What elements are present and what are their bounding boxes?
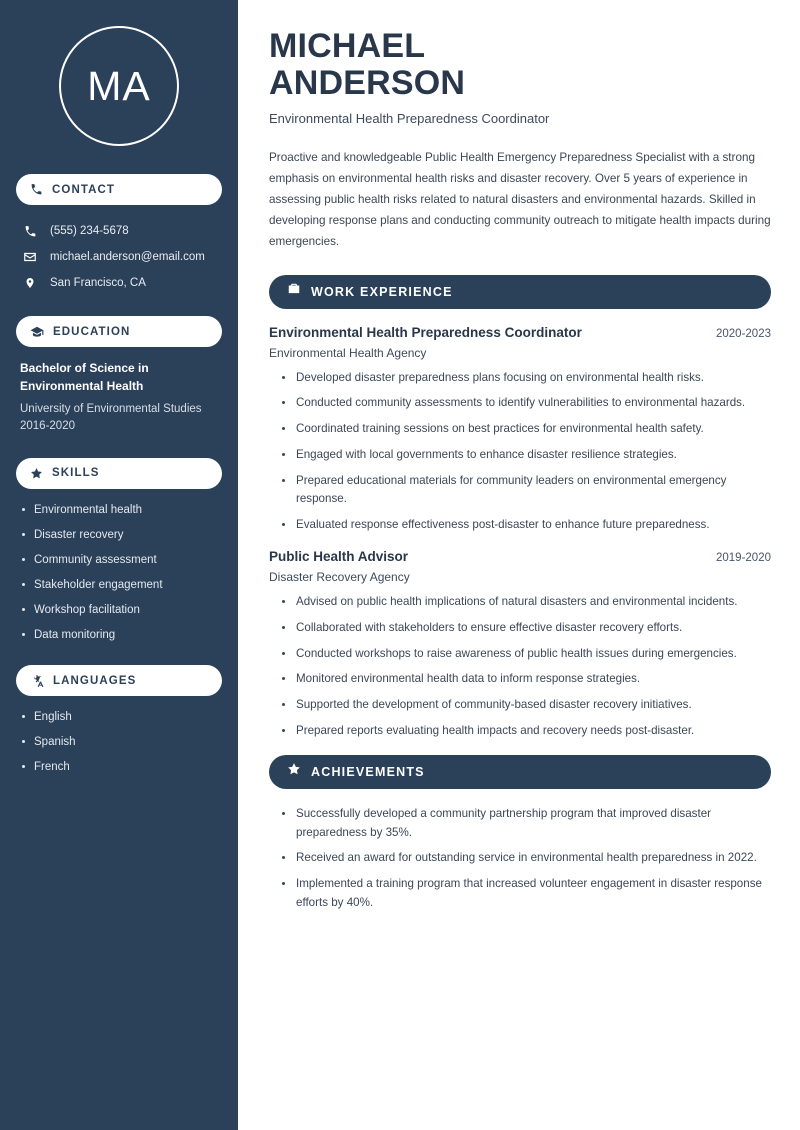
job-bullets [269, 369, 771, 535]
avatar: MA [59, 26, 179, 146]
list-item: English [20, 709, 218, 725]
list-item: Received an award for outstanding service in environmental health preparedness in 2022. [282, 849, 771, 868]
list-item: Successfully developed a community partnership program that improved disaster preparedness by 35%. [282, 805, 771, 843]
list-item: Implemented a training program that increased volunteer engagement in disaster response efforts by 40%. [282, 875, 771, 913]
education-block [16, 360, 222, 435]
work-experience-heading-label: WORK EXPERIENCE [311, 284, 453, 299]
list-item: Stakeholder engagement [20, 577, 218, 593]
work-experience-heading [269, 275, 771, 309]
list-item: Conducted community assessments to identify vulnerabilities to environmental hazards. [282, 394, 771, 413]
job-role: Environmental Health Preparedness Coordinator [269, 324, 582, 340]
bottom-spacer [269, 920, 771, 946]
job-role: Public Health Advisor [269, 549, 409, 565]
languages-heading-label: LANGUAGES [53, 674, 137, 687]
list-item: Engaged with local governments to enhance disaster resilience strategies. [282, 446, 771, 465]
envelope-icon [22, 250, 38, 264]
skills-heading-label: SKILLS [52, 467, 100, 480]
education-years: 2016-2020 [20, 420, 75, 433]
job-header [269, 549, 771, 564]
list-item: Developed disaster preparedness plans focusing on environmental health risks. [282, 369, 771, 388]
contact-email [16, 244, 222, 270]
profile-summary: Proactive and knowledgeable Public Health Emergency Preparedness Specialist with a strong emphasis on environmental health risks and disaster recovery. Over 5 years of experience in assessing public health risks related to natural disasters and environmental hazards. Skilled in developing response plans and conducting community outreach to mitigate health impacts during emergencies. [269, 151, 771, 248]
achievements-list [269, 805, 771, 913]
phone-icon [22, 225, 38, 238]
contact-heading [16, 174, 222, 205]
contact-location [16, 270, 222, 296]
list-item: Community assessment [20, 552, 218, 568]
list-item: Supported the development of community-based disaster recovery initiatives. [282, 696, 771, 715]
contact-heading-label: CONTACT [52, 183, 116, 196]
job-company: Environmental Health Agency [269, 345, 427, 360]
contact-list [16, 218, 222, 296]
contact-phone [16, 218, 222, 244]
contact-email-value: michael.anderson@email.com [50, 251, 205, 264]
list-item: Collaborated with stakeholders to ensure effective disaster recovery efforts. [282, 619, 771, 638]
skills-heading [16, 458, 222, 489]
briefcase-icon [287, 282, 301, 301]
list-item: French [20, 759, 218, 775]
list-item: Spanish [20, 734, 218, 750]
list-item: Environmental health [20, 502, 218, 518]
list-item: Monitored environmental health data to inform response strategies. [282, 670, 771, 689]
education-school: University of Environmental Studies [20, 403, 202, 416]
education-heading-label: EDUCATION [53, 325, 131, 338]
skills-list [16, 502, 222, 644]
job-bullets [269, 593, 771, 741]
job-header [269, 325, 771, 340]
star-icon [287, 762, 301, 781]
main-content [238, 0, 800, 1130]
job-entry [269, 549, 771, 741]
education-heading [16, 316, 222, 347]
job-date: 2019-2020 [716, 552, 771, 565]
last-name: ANDERSON [269, 63, 466, 102]
sidebar [0, 0, 238, 1130]
profile-title: Environmental Health Preparedness Coordinator [269, 111, 550, 127]
list-item: Disaster recovery [20, 527, 218, 543]
list-item: Prepared educational materials for community leaders on environmental emergency response. [282, 472, 771, 510]
page-title [269, 28, 771, 101]
job-entry [269, 325, 771, 535]
job-company: Disaster Recovery Agency [269, 570, 410, 585]
list-item: Conducted workshops to raise awareness of public health issues during emergencies. [282, 645, 771, 664]
achievements-heading [269, 755, 771, 789]
languages-heading [16, 665, 222, 696]
list-item: Evaluated response effectiveness post-disaster to enhance future preparedness. [282, 516, 771, 535]
translate-icon [30, 674, 44, 688]
phone-icon [30, 183, 43, 196]
list-item: Workshop facilitation [20, 602, 218, 618]
contact-phone-value: (555) 234-5678 [50, 225, 129, 237]
avatar-wrapper [16, 26, 222, 146]
star-icon [30, 467, 43, 480]
languages-list [16, 709, 222, 775]
achievements-heading-label: ACHIEVEMENTS [311, 764, 425, 779]
contact-location-value: San Francisco, CA [50, 277, 146, 290]
job-date: 2020-2023 [716, 327, 771, 340]
education-degree: Bachelor of Science in Environmental Health [20, 361, 149, 393]
list-item: Coordinated training sessions on best practices for environmental health safety. [282, 420, 771, 439]
list-item: Data monitoring [20, 627, 218, 643]
list-item: Advised on public health implications of natural disasters and environmental incidents. [282, 593, 771, 612]
graduation-cap-icon [30, 325, 44, 339]
location-pin-icon [22, 276, 38, 290]
first-name: MICHAEL [269, 27, 426, 65]
list-item: Prepared reports evaluating health impacts and recovery needs post-disaster. [282, 722, 771, 741]
